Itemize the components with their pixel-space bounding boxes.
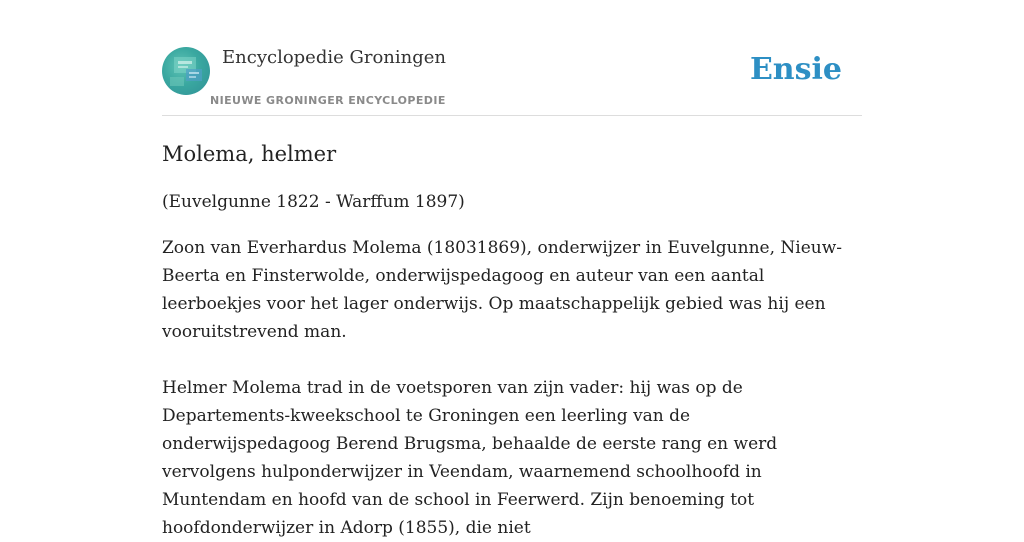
article-paragraph-2: Helmer Molema trad in de voetsporen van zijn vader: hij was op de Departements-kweekschool te Groningen een leerling van de onderwijspedagoog Berend Brugsma, behaalde de eerste rang en werd vervolgens hulponderwijzer in Veendam, waarnemend schoolhoofd in Muntendam en hoofd van de school in Feerwerd. Zijn benoeming tot hoofdonderwijzer in Adorp (1855), die niet <box>162 378 778 538</box>
ensie-brand-link[interactable]: Ensie <box>749 52 842 87</box>
site-title[interactable]: Encyclopedie Groningen <box>222 47 447 68</box>
logo-graphic <box>162 47 210 95</box>
header-divider <box>162 115 862 116</box>
article-lifespan: (Euvelgunne 1822 - Warffum 1897) <box>162 192 465 212</box>
site-header <box>162 46 862 115</box>
article-paragraph-1: Zoon van Everhardus Molema (18031869), onderwijzer in Euvelgunne, Nieuw-Beerta en Finsterwolde, onderwijspedagoog en auteur van een aantal leerboekjes voor het lager onderwijs. Op maatschappelijk gebied was hij een vooruitstrevend man. <box>162 238 843 342</box>
site-subtitle: NIEUWE GRONINGER ENCYCLOPEDIE <box>210 94 446 107</box>
site-logo-icon[interactable] <box>162 47 210 95</box>
article-title: Molema, helmer <box>162 142 337 166</box>
article-content <box>162 136 862 542</box>
